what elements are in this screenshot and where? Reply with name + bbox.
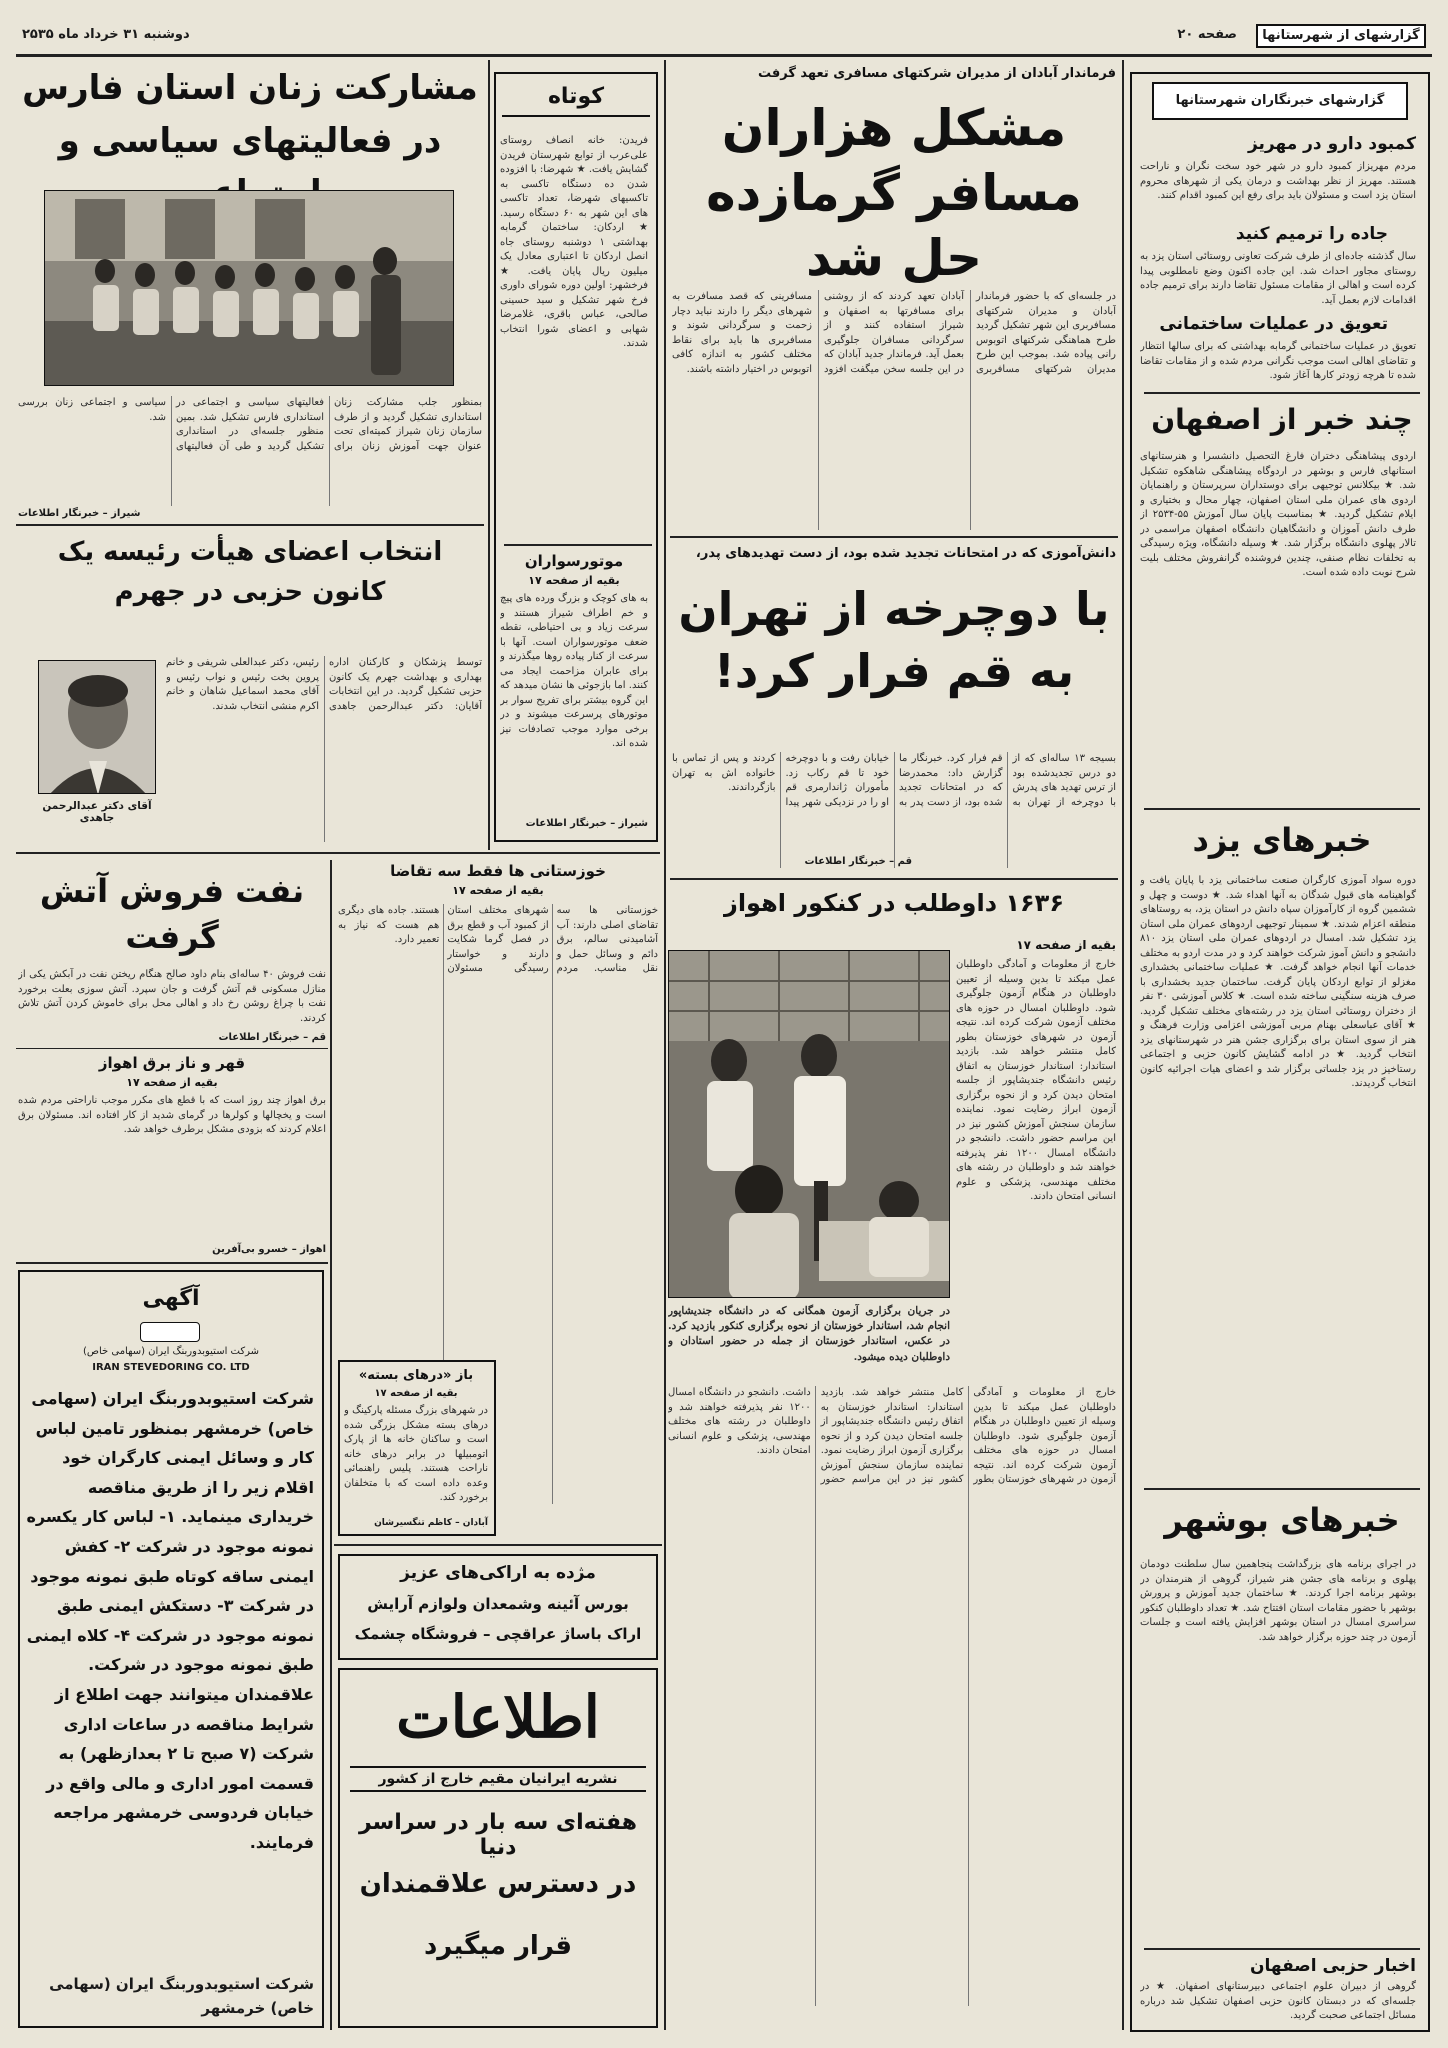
- ettelaat-logo: اطلاعات: [396, 1683, 600, 1751]
- runaway-kicker: دانش‌آموزی که در امتحانات تجدید شده بود، از دست تهدیدهای پدر،: [695, 546, 1116, 561]
- portrait-illustration: [39, 661, 156, 794]
- bushehr-text: در اجرای برنامه های بزرگداشت پنجاهمین سال سلطنت دودمان پهلوی و برنامه های جشن هنر شیراز، گروهی از هنرمندان در بوشهر برنامه اجرا کردند. ★ ساختمان جدید آموزش و پرورش بوشهر با حضور مقامات استان افتتاح شد. ★ تعداد داوطلبان کنکور سراسری امسال در استان بوشهر افزایش یافته است و جلسات آزمون در چند حوزه برگزار خواهد شد.: [1140, 1559, 1416, 1643]
- fire-headline: نفت فروش آتش گرفت: [39, 872, 305, 957]
- bushehr-headline: خبرهای بوشهر: [1164, 1501, 1400, 1539]
- jahrom-text: توسط پزشکان و کارکنان اداره بهداری و بهداشت جهرم یک کانون حزبی تشکیل گردید. در این انتخابات آقایان: دکتر عبدالرحمن جاهدی رئیس، دکتر عبدالعلی شریفی و خانم پروین بخت رئیس و نواب رئیس و آقای محمد اسماعیل شاهان و خانم اکرم منشی انتخاب شدند.: [166, 657, 482, 712]
- arak-ad-line2: اراک باساژ عراقچی – فروشگاه چشمک: [354, 1625, 642, 1643]
- runaway-text: بسیجه ۱۳ ساله‌ای که از دو درس تجدیدشده بود از ترس تهدید های پدرش با دوچرخه از تهران به قم فرار کرد. خبرنگار ما گزارش داد: محمدرضا که در امتحانات تجدید شده بود، از دست پدر به خیابان رفت و با دوچرخه خود تا قم رکاب زد. مأموران ژاندارمری قم او را در نزدیکی شهر پیدا کردند و پس از تماس با خانواده اش به تهران بازگرداندند.: [672, 753, 1116, 808]
- moto-text: به های کوچک و بزرگ ورده های پیچ و خم اطراف شیراز هستند و سرعت زیاد و بی احتیاطی، نقطه ضعف موتورسواران است. آنها با سرعت از کنار پیاده روها میگذرند و برای عابران مزاحمت ایجاد می کنند. اما بازجوئی ها نشان میدهد که این گروه بیشتر برای تفریح سوار بر موتورهای پرسرعت میشوند و در برخی موارد موجب تصادفات نیز شده اند.: [500, 593, 648, 749]
- ad-company-fa: شرکت استیوبدوربنگ ایران (سهامی خاص): [82, 1346, 260, 1357]
- konkur-headline: ۱۶۳۶ داوطلب در کنکور اهواز: [724, 889, 1064, 917]
- exam-hall-illustration: [669, 951, 950, 1298]
- fire-text: نفت فروش ۴۰ ساله‌ای بنام داود صالح هنگام ریختن نفت در آبکش یکی از منازل مسکونی قم آتش گرفت و جان سپرد. آتش سوزی بعلت برخورد نفت با چراغ روشن رخ داد و اهالی محل برای خاموش کردن آتش تلاش کردند.: [18, 969, 326, 1024]
- right-column-box: [1130, 72, 1430, 2032]
- konkur-photo-caption: در جریان برگزاری آزمون همگانی که در دانشگاه جندیشاپور انجام شد، استاندار خوزستان از نحوه برگزاری کنکور بازدید کرد. در عکس، استاندار خوزستان از جمله در حضور استادان و داوطلبان دیده میشود.: [668, 1305, 950, 1363]
- ahvaz-power-title: قهر و ناز برق اهواز: [98, 1054, 246, 1072]
- meeting-illustration: [45, 191, 454, 386]
- section-logo: گزارشهای از شهرستانها: [1256, 24, 1426, 48]
- closed-doors-text: در شهرهای بزرگ مسئله پارکینگ و درهای بسته مشکل بزرگی شده است و ساکنان خانه ها از پارک اتومبیلها در برابر درهای خانه ناراحت هستند. پلیس راهنمائی وعده داده است که با متخلفان برخورد کند.: [344, 1405, 488, 1503]
- women-headline: مشارکت زنان استان فارس در فعالیتهای سیاسی و: [22, 68, 478, 161]
- women-credit: شیراز – خبرنگار اطلاعات: [18, 508, 141, 519]
- jahrom-headline: انتخاب اعضای هیأت رئیسه یک کانون حزبی در جهرم: [57, 537, 443, 608]
- konkur-side-text: خارج از معلومات و آمادگی داوطلبان عمل میکند تا بدین وسیله از تعیین داوطلبان در هنگام آزمون جلوگیری شود. داوطلبان امسال در حوزه های مختلف آزمون شرکت کرده اند. نتیجه آزمون در شهرهای خوزستان بطور کامل منتشر خواهد شد. بازدید استاندار: استاندار خوزستان به اتفاق رئیس دانشگاه جندیشاپور از جلسه امتحان دیدن کرد و از نحوه برگزاری آزمون ابراز رضایت نمود. نماینده سازمان سنجش آموزش کشور نیز در این مراسم حضور داشت. دانشجو در دانشگاه امسال ۱۲۰۰ نفر پذیرفته خواهند شد و داوطلبان در رشته های مختلف مهندسی، پزشکی و علوم انسانی امتحان دادند.: [956, 959, 1116, 1202]
- closed-doors-credit: آبادان – کاظم تنگسیرشان: [374, 1518, 488, 1528]
- page-number: صفحه ۲۰: [1177, 27, 1237, 42]
- stevedoring-ad: [18, 1270, 324, 2028]
- ad-title: آگهی: [142, 1286, 200, 1311]
- ad-signature: شرکت استیوبدوربنگ ایران (سهامی خاص) خرمشهر: [49, 1975, 314, 2017]
- fire-credit: قم – خبرنگار اطلاعات: [218, 1032, 326, 1043]
- item-title-delay: تعویق در عملیات ساختمانی: [1159, 314, 1388, 334]
- ettelaat-line3: در دسترس علاقمندان: [359, 1869, 637, 1899]
- item-text-delay: تعویق در عملیات ساختمانی گرمابه بهداشتی که برای سالها انتظار و تقاضای اهالی است موجب نگرانی مردم شده و از مقامات تقاضا شده تا هرچه زودتر کارها آغاز شود.: [1140, 341, 1416, 381]
- arak-ad-title: مژده به اراکی‌های عزیز: [400, 1563, 596, 1583]
- party-news-text: گروهی از دبیران علوم اجتماعی دبیرستانهای اصفهان. ★ در جلسه‌ای که در دبستان کانون حزبی اصفهان تشکیل شد درباره مسائل اجتماعی صحبت گردید.: [1140, 1981, 1416, 2021]
- abadan-headline: مشکل هزاران مسافر گرمازده حل شد: [706, 99, 1082, 287]
- ahvaz-power-credit: اهواز – خسرو بی‌آفرین: [212, 1244, 326, 1255]
- abadan-text: در جلسه‌ای که با حضور فرماندار آبادان و مدیران شرکتهای مسافربری این شهر تشکیل گردید طرح هماهنگی شرکتهای اتوبوس رانی پیاده شد. بموجب این طرح مدیران شرکتهای مسافربری آبادان تعهد کردند که از روشنی برای مسافرتها به اصفهان و شیراز استفاده کنند و از سرگردانی مسافران جلوگیری بعمل آید. فرماندار جدید آبادان که در این جلسه سخن میگفت افزود مسافرینی که قصد مسافرت به شهرهای دیگر را دارند نباید دچار زحمت و سرگردانی شوند و مسافربری ها باید برای نقاط مختلف کشور به اندازه کافی اتوبوس در اختیار داشته باشند.: [672, 291, 1116, 375]
- item-text-road: سال گذشته جاده‌ای از طرف شرکت تعاونی روستائی استان یزد به روستای مجاور احداث شد. این جاده اکنون وضع نامطلوبی پیدا کرده است و اهالی از مقامات مسئول تقاضا دارند برای ترمیم جاده اقدامات لازم بعمل آید.: [1140, 251, 1416, 306]
- kotah-box: [494, 72, 658, 842]
- company-logo-icon: [140, 1322, 200, 1342]
- ettelaat-ad: [338, 1668, 658, 2028]
- kotah-text: فریدن: خانه انصاف روستای علی‌عرب از توابع شهرستان فریدن گشایش یافت. ★ شهرضا: با افزوده شدن ده دستگاه تاکسی به تاکسیهای شهرضا، تعداد تاکسی های این شهر به ۶۰ دستگاه رسید. ★ اردکان: ساختمان گرمابه بهداشتی ۱ دوشنبه روستای جاه انصل اردکان تا اعتباری معادل یک میلیون ریال پایان یافت. ★ فرخشهر: اولین دوره شورای داوری فرخ شهر تشکیل و سید حسینی صالحی، عباس باقری، غلامرضا شهابی و اعضای شورا انتخاب شدند.: [500, 135, 648, 349]
- jahedi-caption: آقای دکتر عبدالرحمن جاهدی: [42, 800, 152, 824]
- runaway-credit: قم – خبرنگار اطلاعات: [804, 856, 912, 867]
- ad-company-en: IRAN STEVEDORING CO. LTD: [92, 1362, 250, 1373]
- arak-shop-ad: [338, 1554, 658, 1660]
- ad-text: شرکت استیوبدوربنگ ایران (سهامی خاص) خرمشهر بمنظور تامین لباس کار و وسائل ایمنی کارگران خود اقلام زیر را از طریق مناقصه خریداری مینماید. ۱- لباس کار یکسره نمونه موجود در شرکت ۲- کفش ایمنی ساقه کوتاه طبق نمونه موجود در شرکت ۳- دستکش ایمنی طبق نمونه موجود در شرکت ۴- کلاه ایمنی طبق نمونه موجود در شرکت. علاقمندان میتوانند جهت اطلاع از شرایط مناقصه در ساعات اداری شرکت (۷ صبح تا ۲ بعدازظهر) به قسمت امور اداری و مالی واقع در خیابان فردوسی خرمشهر مراجعه فرمایند.: [26, 1389, 314, 1852]
- moto-title: موتورسواران: [524, 552, 624, 570]
- runaway-headline: با دوچرخه از تهران به قم فرار کرد!: [678, 582, 1110, 699]
- arak-ad-line1: بورس آئینه وشمعدان ولوازم آرایش: [367, 1595, 629, 1613]
- yazd-headline: خبرهای یزد: [1192, 821, 1372, 859]
- women-meeting-photo: [44, 190, 454, 386]
- isfahan-headline: چند خبر از اصفهان: [1151, 403, 1413, 436]
- closed-doors-continued: بقیه از صفحه ۱۷: [374, 1388, 458, 1399]
- kotah-credit: شیراز – خبرنگار اطلاعات: [525, 818, 648, 829]
- page-header: [16, 20, 1432, 52]
- konkur-photo: [668, 950, 950, 1298]
- ahvaz-power-text: برق اهواز چند روز است که با قطع های مکرر موجب ناراحتی مردم شده است و یخچالها و کولرها در گرمای شدید از کار افتاده اند. مسئولان برق اعلام کردند که بزودی مشکل برطرف خواهد شد.: [18, 1095, 326, 1135]
- abadan-kicker: فرماندار آبادان از مدیران شرکتهای مسافری تعهد گرفت: [757, 66, 1116, 81]
- khuzestan-title: خوزستانی ها فقط سه تقاضا: [390, 862, 606, 880]
- closed-doors-title: باز «درهای بسته»: [358, 1368, 474, 1383]
- ettelaat-line1: نشریه ایرانیان مقیم خارج از کشور: [350, 1766, 646, 1792]
- party-news-title: اخبار حزبی اصفهان: [1249, 1956, 1416, 1976]
- jahedi-portrait: [38, 660, 156, 794]
- khuzestan-continued: بقیه از صفحه ۱۷: [452, 884, 544, 897]
- item-title-road: جاده را ترمیم کنید: [1235, 224, 1388, 244]
- yazd-text: دوره سواد آموزی کارگران صنعت ساختمانی یزد با پایان یافت و گواهینامه های قبول شدگان به آنها اهداء شد. ★ دوست و چهل و ششمین گروه از کارآموزان سپاه دانش در استان یزد، به روستاهای منطقه اعزام شدند. ★ سمینار توجیهی اردوهای عمران ملی استان یزد تشکیل شد. امسال در اردوهای عمران ملی استان یزد ۸۱۰ دانشجو و دانش آموز شرکت خواهند کرد و در مدت اردو به مختلف خدمات آنها انجام خواهد گرفت. ★ عملیات ساختمانی بخشداری مغزلو از توابع اردکان پایان گرفت. ساختمان جدید بخشداری با صرف هزینه سنگینی ساخته شده است. ★ کلاس آموزشی ۳۰ نفر از دختران روستائی استان یزد در رشته‌های مختلف تشکیل گردید. ★ آقای عباسعلی بهنام مربی آموزشی اعزامی وزارت فرهنگ و هنر از سوی استان برای برگزاری جشن هنر در شهرستانهای یزد انتخاب گردید. ★ در ادامه گشایش کانون حزبی و اجتماعی رستاخیز در یزد جلساتی برگزار شد و اعضای هیات اجرائیه کانون انتخاب گردیدند.: [1140, 875, 1416, 1089]
- konkur-main-text: خارج از معلومات و آمادگی داوطلبان عمل میکند تا بدین وسیله از تعیین داوطلبان در هنگام آزمون جلوگیری شود. داوطلبان امسال در حوزه های مختلف آزمون شرکت کرده اند. نتیجه آزمون در شهرهای خوزستان بطور کامل منتشر خواهد شد. بازدید استاندار: استاندار خوزستان به اتفاق رئیس دانشگاه جندیشاپور از جلسه امتحان دیدن کرد و از نحوه برگزاری آزمون ابراز رضایت نمود. نماینده سازمان سنجش آموزش کشور نیز در این مراسم حضور داشت. دانشجو در دانشگاه امسال ۱۲۰۰ نفر پذیرفته خواهند شد و داوطلبان در رشته های مختلف مهندسی، پزشکی و علوم انسانی امتحان دادند.: [668, 1387, 1116, 1485]
- isfahan-text: اردوی پیشاهنگی دختران فارغ التحصیل دانشسرا و هنرستانهای استانهای فارس و بوشهر در اردوگاه پیشاهنگی شاهکوه تشکیل شد. ★ بیکلانس توجیهی برای دوستداران سرپرستان و راهنمایان اردوی های عمران ملی استان اصفهان، چهار محال و بختیاری و ایلام تشکیل گردید. ★ بمناسبت پایان سال آموزش ۵۵-۲۵۳۴ از طرف دانش آموزان و دانشگاهیان دانشگاه اصفهان مراسمی در تالار پهلوی دانشگاه برگزار شد. ★ وسیله دانشگاه، ویژه رسیدگی به تخلفات نظام صنفی، چندین فروشنده گرانفروش مختلف بلیت شرح نوبت داده شده است.: [1140, 451, 1416, 578]
- khuzestan-text: خوزستانی ها سه تقاضای اصلی دارند: آب آشامیدنی سالم، برق دائم و وسائل حمل و نقل مناسب. مردم شهرهای مختلف استان از کمبود آب و قطع برق در فصل گرما شکایت دارند و خواستار رسیدگی مسئولان هستند. جاده های دیگری هم هست که نیاز به تعمیر دارد.: [338, 905, 658, 974]
- ettelaat-line2: هفته‌ای سه بار در سراسر دنیا: [358, 1810, 638, 1861]
- konkur-continued: بقیه از صفحه ۱۷: [1016, 938, 1116, 952]
- reporters-banner: گزارشهای خبرنگاران شهرستانها: [1152, 82, 1408, 120]
- issue-date: دوشنبه ۳۱ خرداد ماه ۲۵۳۵: [22, 27, 190, 42]
- women-text: بمنظور جلب مشارکت زنان استانداری تشکیل گردید و از طرف سازمان زنان شیراز کمیته‌ای تحت عنوان جهت آموزش زنان برای فعالیتهای سیاسی و اجتماعی در استانداری فارس تشکیل شد. بمین منظور جلسه‌ای در استانداری تشکیل گردید و طی آن فعالیتهای سیاسی و اجتماعی زنان بررسی شد.: [18, 397, 482, 452]
- closed-doors-box: [338, 1360, 496, 1536]
- moto-continued: بقیه از صفحه ۱۷: [528, 574, 620, 587]
- ahvaz-power-continued: بقیه از صفحه ۱۷: [126, 1076, 218, 1089]
- item-title-mehriz: کمبود دارو در مهریز: [1247, 134, 1416, 154]
- item-text-mehriz: مردم مهریزاز کمبود دارو در شهر خود سخت نگران و ناراحت هستند. مهریز از نظر بهداشت و درمان یکی از شهرهای محروم استان یزد است و مسئولان باید برای رفع این کمبود اقدام کنند.: [1140, 161, 1416, 201]
- kotah-title: کوتاه: [502, 84, 650, 117]
- ettelaat-line4: قرار میگیرد: [423, 1931, 573, 1961]
